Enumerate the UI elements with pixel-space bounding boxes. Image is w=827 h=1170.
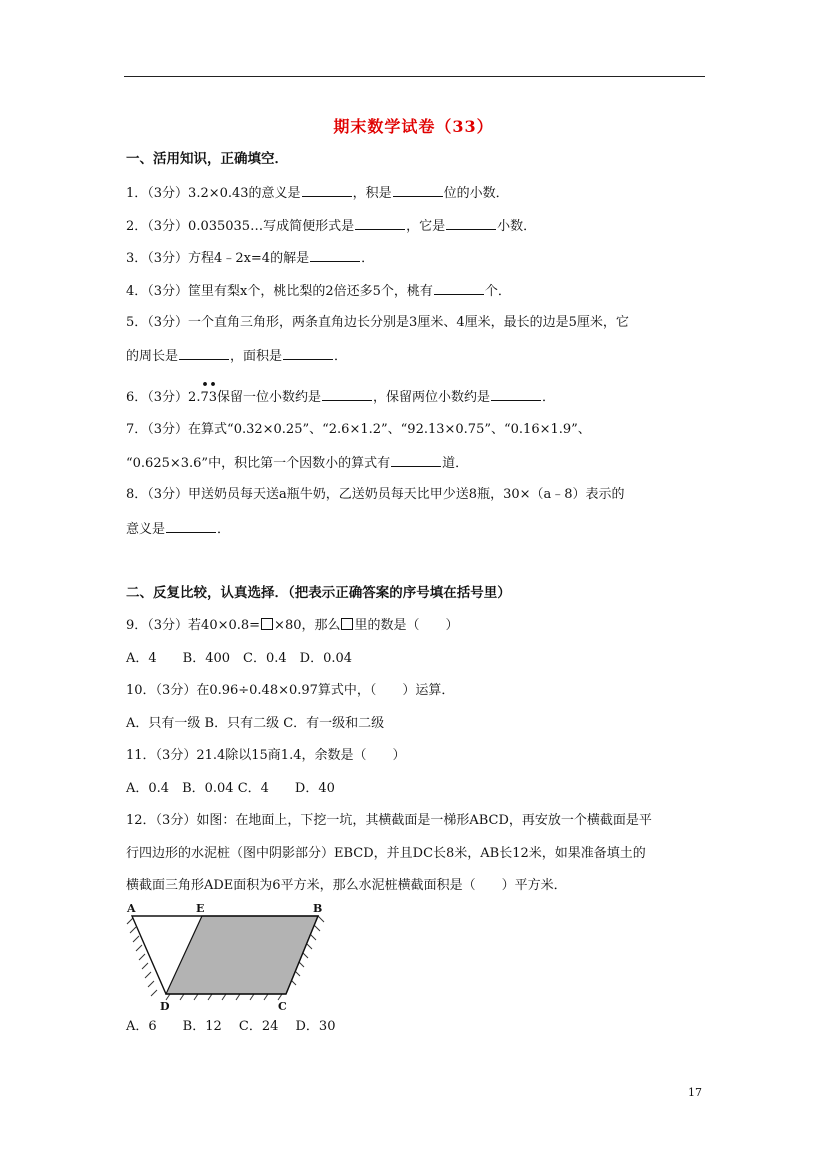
- question-12-options: A．6 B．12 C．24 D．30: [126, 1019, 336, 1034]
- answer-blank[interactable]: [310, 248, 360, 262]
- answer-blank[interactable]: [434, 281, 484, 295]
- label-e: E: [196, 902, 205, 915]
- repeat-dots: ••: [201, 378, 218, 391]
- repeating-decimal: •• 73: [200, 378, 218, 405]
- answer-blank[interactable]: [322, 387, 372, 401]
- question-8-line2: 意义是 ．: [126, 519, 230, 539]
- ground-hatch-left: [127, 918, 157, 996]
- question-11: 11．（3分）21.4除以15商1.4，余数是（ ）: [126, 748, 406, 763]
- label-a: A: [127, 902, 136, 915]
- concrete-pile-parallelogram: [166, 916, 318, 994]
- question-9-options: A．4 B．400 C．0.4 D．0.04: [126, 651, 353, 666]
- question-6: 6．（3分）2. •• 73保留一位小数约是 ，保留两位小数约是 ．: [126, 378, 556, 405]
- empty-box-icon: [261, 618, 273, 630]
- question-7-line2: “0.625×3.6”中，积比第一个因数小的算式有 道．: [126, 453, 468, 473]
- question-12-line3: 横截面三角形ADE面积为6平方米，那么水泥桩横截面积是（ ）平方米．: [126, 878, 567, 893]
- question-5-line1: 5．（3分）一个直角三角形，两条直角边长分别是3厘米、4厘米，最长的边是5厘米，它: [126, 315, 629, 330]
- question-3: 3．（3分）方程4﹣2x=4的解是 ．: [126, 248, 374, 268]
- answer-blank[interactable]: [446, 216, 496, 230]
- section2-heading: 二、反复比较，认真选择．（把表示正确答案的序号填在括号里）: [126, 585, 511, 601]
- section1-heading: 一、活用知识，正确填空．: [126, 151, 288, 167]
- label-c: C: [278, 1000, 287, 1013]
- page-number: 17: [688, 1086, 702, 1099]
- question-4: 4．（3分）筐里有梨x个，桃比梨的2倍还多5个，桃有 个．: [126, 281, 511, 301]
- question-9: 9．（3分）若40×0.8= ×80，那么 里的数是（ ）: [126, 618, 459, 633]
- answer-blank[interactable]: [179, 346, 229, 360]
- header-rule: [124, 76, 705, 77]
- answer-blank[interactable]: [283, 346, 333, 360]
- question-12-line2: 行四边形的水泥桩（图中阴影部分）EBCD，并且DC长8米，AB长12米，如果准备填土的: [126, 846, 646, 861]
- question-12-line1: 12．（3分）如图：在地面上，下挖一坑，其横截面是一梯形ABCD，再安放一个横截面是平: [126, 813, 652, 828]
- question-1: 1．（3分）3.2×0.43的意义是 ，积是 位的小数．: [126, 183, 509, 203]
- question-11-options: A．0.4 B．0.04 C．4 D．40: [126, 781, 335, 796]
- question-5-line2: 的周长是 ，面积是 ．: [126, 346, 347, 366]
- empty-box-icon: [341, 618, 353, 630]
- answer-blank[interactable]: [355, 216, 405, 230]
- question-8-line1: 8．（3分）甲送奶员每天送a瓶牛奶，乙送奶员每天比甲少送8瓶，30×（a﹣8）表示的: [126, 487, 625, 502]
- answer-blank[interactable]: [166, 519, 216, 533]
- answer-blank[interactable]: [391, 453, 441, 467]
- question-10: 10．（3分）在0.96÷0.48×0.97算式中，（ ）运算．: [126, 683, 455, 698]
- answer-blank[interactable]: [302, 183, 352, 197]
- question-7-line1: 7．（3分）在算式“0.32×0.25”、“2.6×1.2”、“92.13×0.75”、“0.16×1.9”、: [126, 422, 591, 437]
- ground-hatch-bottom: [166, 994, 282, 1000]
- label-d: D: [160, 1000, 170, 1013]
- question-10-options: A．只有一级 B．只有二级 C．有一级和二级: [126, 716, 385, 731]
- answer-blank[interactable]: [491, 387, 541, 401]
- answer-blank[interactable]: [393, 183, 443, 197]
- trapezoid-figure: [124, 900, 328, 1016]
- label-b: B: [313, 902, 323, 915]
- page-title: 期末数学试卷（33）: [333, 117, 494, 136]
- question-2: 2．（3分）0.035035…写成简便形式是 ，它是 小数．: [126, 216, 536, 236]
